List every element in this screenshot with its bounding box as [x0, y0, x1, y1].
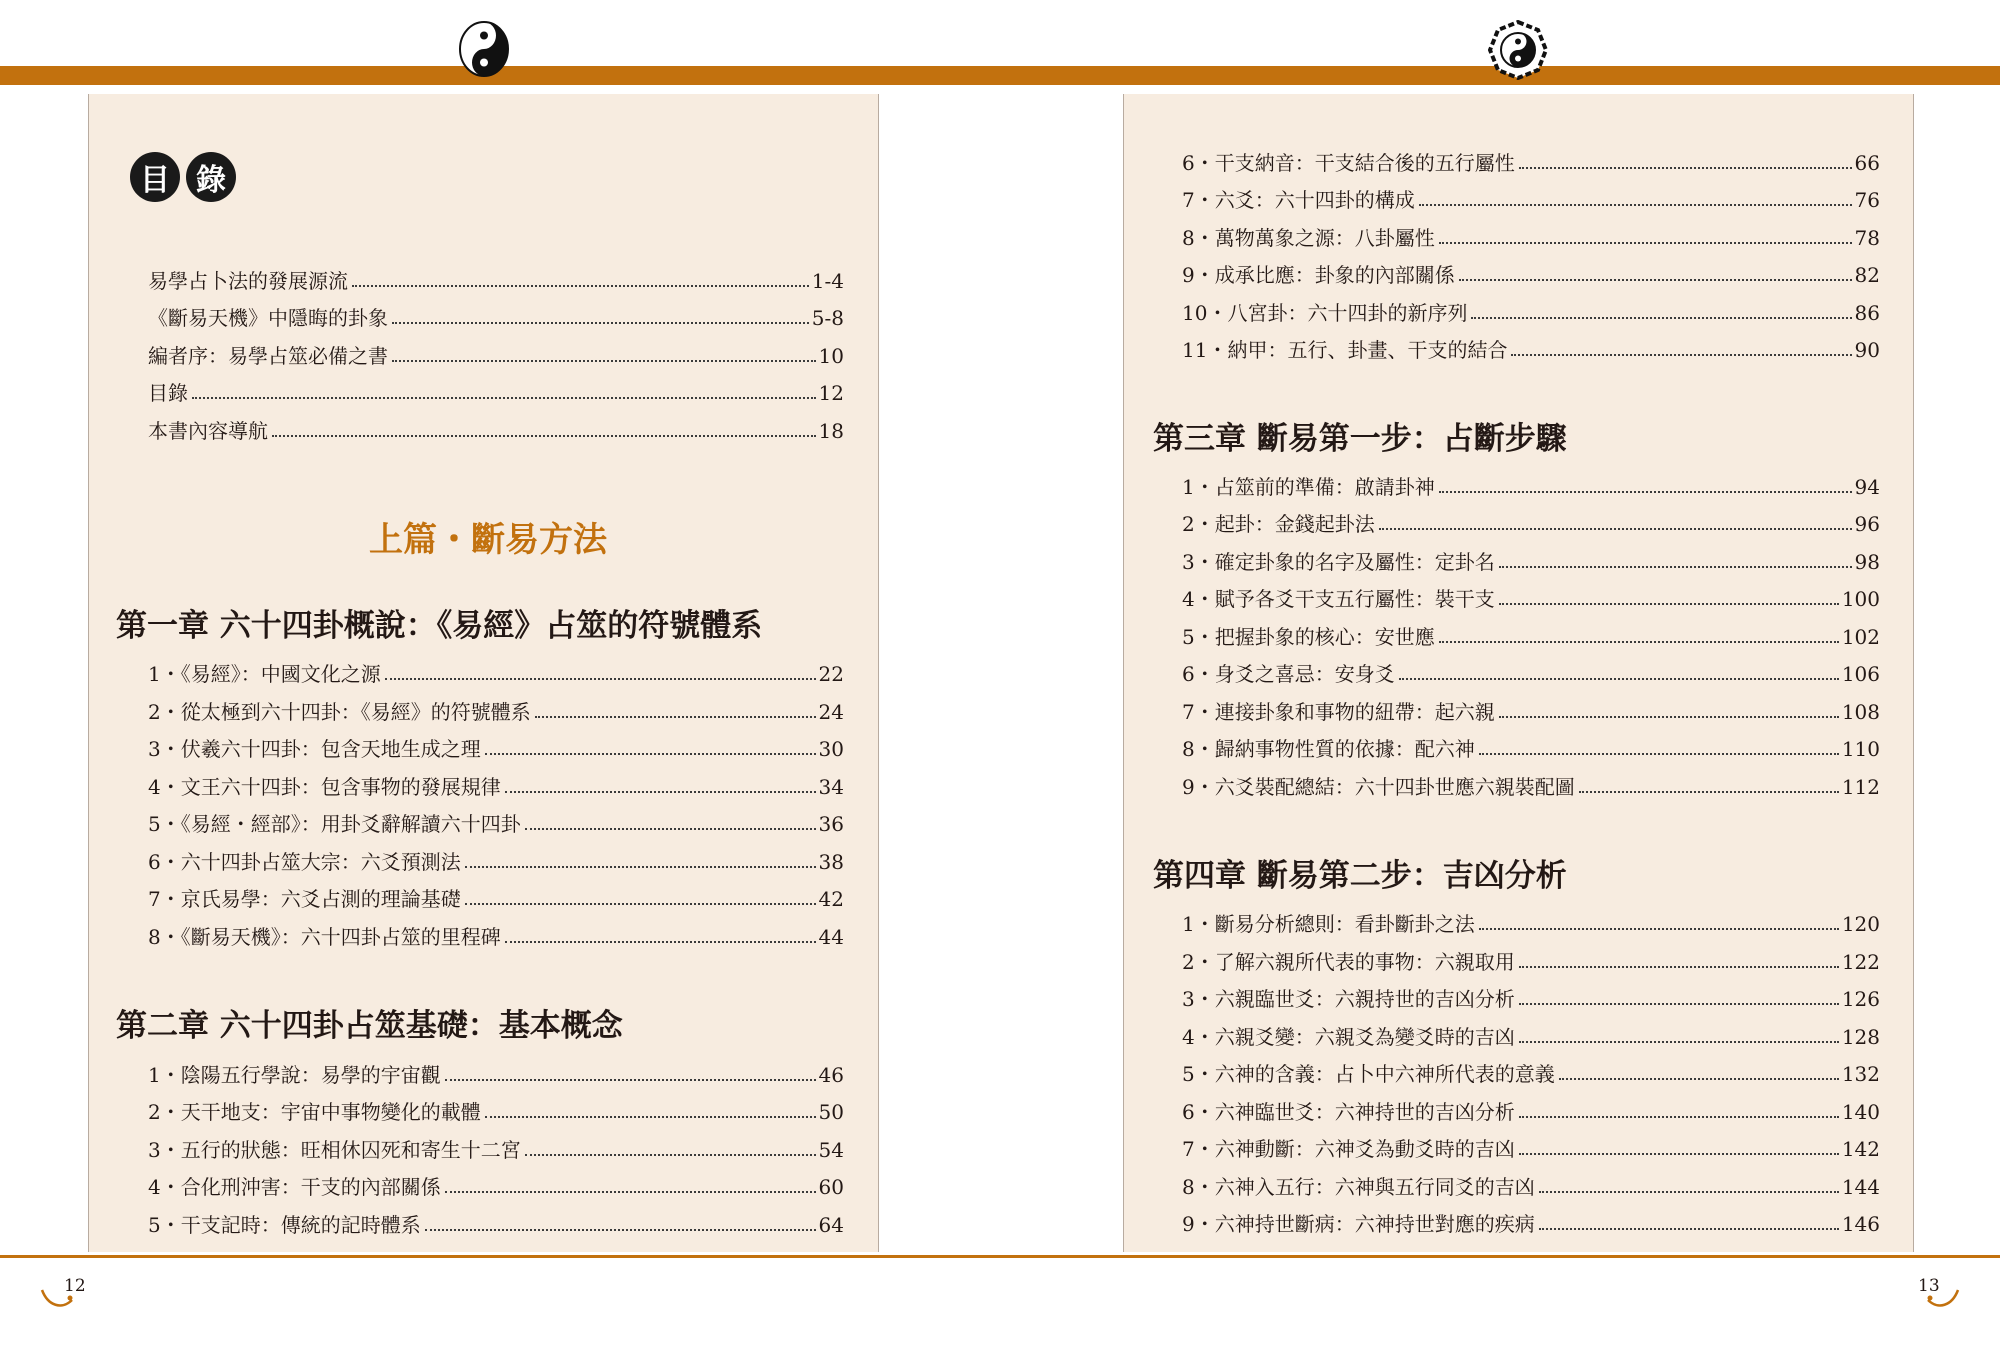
toc-entry[interactable]: 8・《斷易天機》：六十四卦占筮的里程碑 44 — [148, 925, 844, 949]
toc-entry[interactable]: 3・五行的狀態：旺相休囚死和寄生十二宮 54 — [148, 1138, 844, 1162]
chapter-title: 第一章 六十四卦概說：《易經》占筮的符號體系 — [116, 608, 763, 644]
toc-entry[interactable]: 1・占筮前的準備：啟請卦神 94 — [1182, 475, 1880, 499]
toc-entry[interactable]: 8・歸納事物性質的依據：配六神 110 — [1182, 737, 1880, 761]
toc-entry[interactable]: 3・六親臨世爻：六親持世的吉凶分析 126 — [1182, 987, 1880, 1011]
chapter-title: 第二章 六十四卦占筮基礎：基本概念 — [116, 1008, 623, 1044]
toc-entry[interactable]: 本書內容導航 18 — [148, 419, 844, 443]
toc-entry[interactable]: 5・《易經・經部》：用卦爻辭解讀六十四卦 36 — [148, 812, 844, 836]
toc-entry[interactable]: 8・六神入五行：六神與五行同爻的吉凶 144 — [1182, 1175, 1880, 1199]
toc-entry[interactable]: 1・陰陽五行學說：易學的宇宙觀 46 — [148, 1063, 844, 1087]
toc-heading-char: 目 — [130, 152, 180, 202]
bagua-icon — [1488, 20, 1548, 80]
toc-entry[interactable]: 3・伏羲六十四卦：包含天地生成之理 30 — [148, 737, 844, 761]
toc-entry[interactable]: 1・斷易分析總則：看卦斷卦之法 120 — [1182, 912, 1880, 936]
toc-entry[interactable]: 9・成承比應：卦象的內部關係 82 — [1182, 263, 1880, 287]
header-band — [0, 66, 2000, 85]
toc-entry[interactable]: 6・干支納音：干支結合後的五行屬性 66 — [1182, 151, 1880, 175]
toc-entry[interactable]: 7・六爻：六十四卦的構成 76 — [1182, 188, 1880, 212]
toc-entry[interactable]: 9・六爻裝配總結：六十四卦世應六親裝配圖 112 — [1182, 775, 1880, 799]
footer-rule — [0, 1255, 2000, 1258]
toc-entry[interactable]: 4・六親爻變：六親爻為變爻時的吉凶 128 — [1182, 1025, 1880, 1049]
toc-entry[interactable]: 2・起卦：金錢起卦法 96 — [1182, 512, 1880, 536]
toc-entry[interactable]: 目錄 12 — [148, 381, 844, 405]
toc-entry[interactable]: 5・把握卦象的核心：安世應 102 — [1182, 625, 1880, 649]
part-title: 上篇・斷易方法 — [369, 520, 607, 560]
toc-entry[interactable]: 編者序：易學占筮必備之書 10 — [148, 344, 844, 368]
toc-entry[interactable]: 易學占卜法的發展源流 1-4 — [148, 269, 844, 293]
toc-entry[interactable]: 4・合化刑沖害：干支的內部關係 60 — [148, 1175, 844, 1199]
toc-entry[interactable]: 5・六神的含義：占卜中六神所代表的意義 132 — [1182, 1062, 1880, 1086]
swirl-ornament-icon — [40, 1286, 74, 1312]
page-number-right: 13 — [1918, 1276, 1940, 1296]
toc-entry[interactable]: 4・文王六十四卦：包含事物的發展規律 34 — [148, 775, 844, 799]
toc-entry[interactable]: 7・京氏易學：六爻占測的理論基礎 42 — [148, 887, 844, 911]
toc-entry[interactable]: 6・六神臨世爻：六神持世的吉凶分析 140 — [1182, 1100, 1880, 1124]
toc-entry[interactable]: 7・六神動斷：六神爻為動爻時的吉凶 142 — [1182, 1137, 1880, 1161]
toc-entry[interactable]: 《斷易天機》中隱晦的卦象 5-8 — [148, 306, 844, 330]
toc-entry[interactable]: 4・賦予各爻干支五行屬性：裝干支 100 — [1182, 587, 1880, 611]
chapter-title: 第三章 斷易第一步：占斷步驟 — [1153, 421, 1567, 457]
toc-entry[interactable]: 3・確定卦象的名字及屬性：定卦名 98 — [1182, 550, 1880, 574]
toc-entry[interactable]: 5・干支記時：傳統的記時體系 64 — [148, 1213, 844, 1237]
toc-entry[interactable]: 1・《易經》：中國文化之源 22 — [148, 662, 844, 686]
toc-entry[interactable]: 2・從太極到六十四卦：《易經》的符號體系 24 — [148, 700, 844, 724]
chapter-title: 第四章 斷易第二步：吉凶分析 — [1153, 858, 1567, 894]
toc-entry[interactable]: 2・天干地支：宇宙中事物變化的載體 50 — [148, 1100, 844, 1124]
swirl-ornament-icon — [1926, 1286, 1960, 1312]
toc-entry[interactable]: 8・萬物萬象之源：八卦屬性 78 — [1182, 226, 1880, 250]
toc-heading — [130, 152, 236, 202]
toc-entry[interactable]: 6・六十四卦占筮大宗：六爻預測法 38 — [148, 850, 844, 874]
toc-entry[interactable]: 9・六神持世斷病：六神持世對應的疾病 146 — [1182, 1212, 1880, 1236]
page-number-left: 12 — [64, 1276, 86, 1296]
toc-entry[interactable]: 7・連接卦象和事物的紐帶：起六親 108 — [1182, 700, 1880, 724]
yin-yang-icon — [458, 20, 510, 78]
toc-heading-char: 錄 — [186, 152, 236, 202]
toc-entry[interactable]: 6・身爻之喜忌：安身爻 106 — [1182, 662, 1880, 686]
toc-entry[interactable]: 2・了解六親所代表的事物：六親取用 122 — [1182, 950, 1880, 974]
toc-entry[interactable]: 11・納甲：五行、卦畫、干支的結合 90 — [1182, 338, 1880, 362]
toc-entry[interactable]: 10・八宮卦：六十四卦的新序列 86 — [1182, 301, 1880, 325]
